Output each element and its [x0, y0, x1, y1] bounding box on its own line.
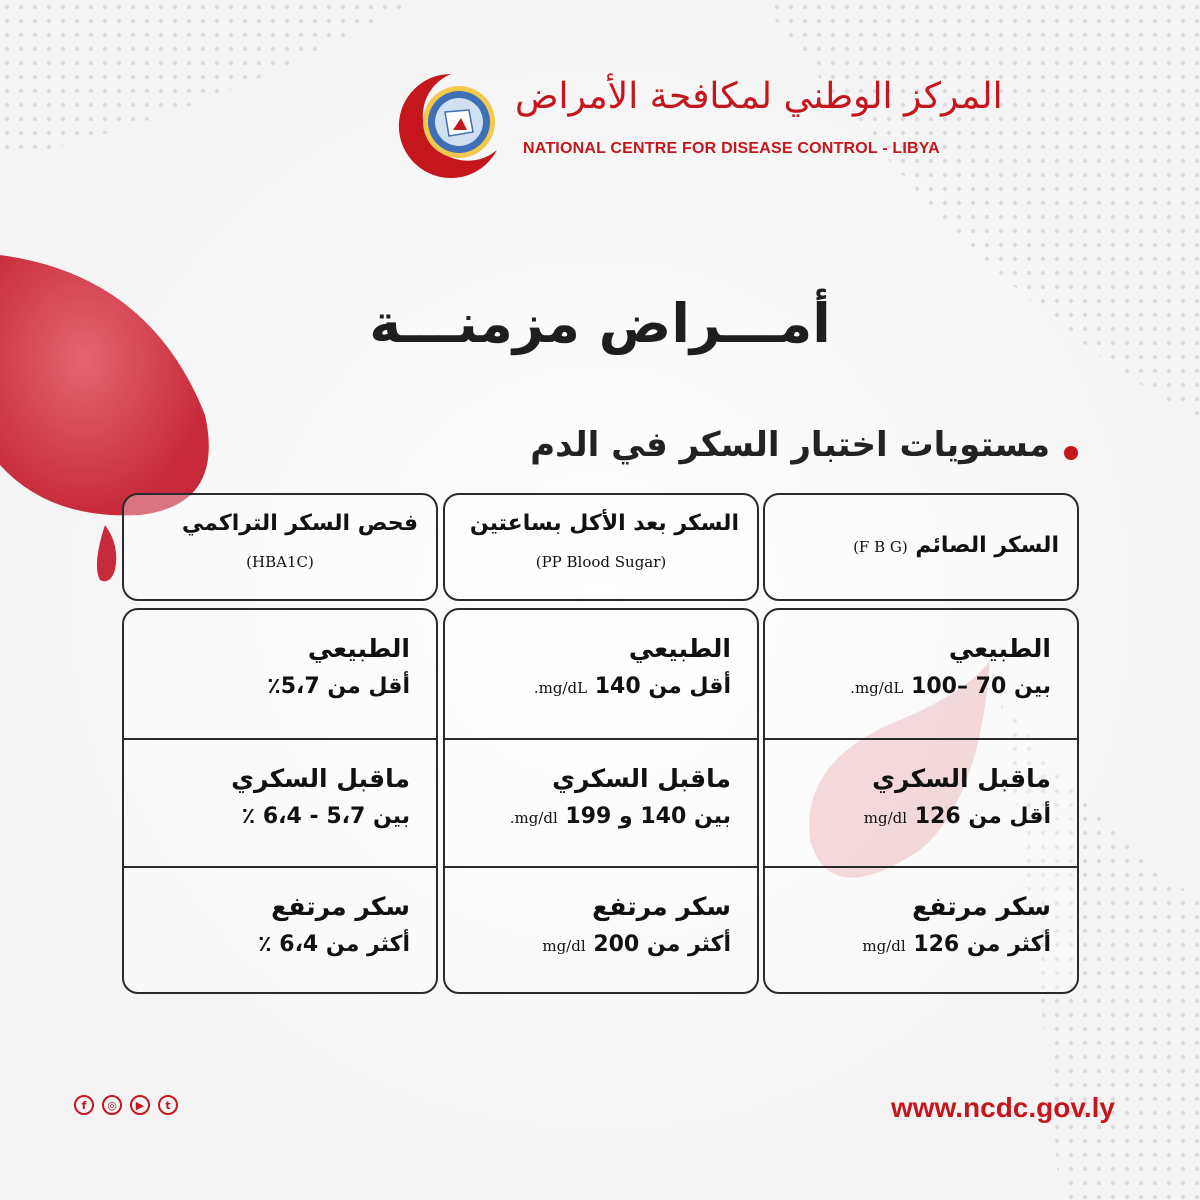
table-row: [124, 866, 436, 996]
level-value: أكثر من 6،4 ٪: [258, 932, 410, 957]
level-label: الطبيعي: [628, 634, 731, 663]
level-value: أقل من 140 mg/dL.: [533, 674, 731, 699]
level-value: بين 140 و 199 mg/dl.: [509, 804, 731, 829]
level-label: سكر مرتفع: [592, 892, 731, 921]
page-title: أمـــراض مزمنـــة: [369, 292, 831, 355]
table-row: [124, 610, 436, 738]
ncdc-logo: [395, 70, 1003, 180]
level-value: أكثر من 126 mg/dl: [862, 932, 1051, 957]
level-label: ماقبل السكري: [231, 764, 410, 793]
level-label: الطبيعي: [948, 634, 1051, 663]
section-subtitle: مستويات اختبار السكر في الدم: [530, 425, 1050, 465]
column-fasting: [763, 608, 1079, 994]
ncdc-emblem-icon: [395, 70, 507, 182]
header-title: فحص السكر التراكمي: [181, 511, 418, 536]
column-hba1c: [122, 608, 438, 994]
bullet-dot: [1064, 446, 1078, 460]
twitter-icon[interactable]: t: [158, 1095, 178, 1115]
table-row: [765, 738, 1077, 868]
logo-english-name: NATIONAL CENTRE FOR DISEASE CONTROL - LIBYA: [523, 140, 940, 157]
level-label: سكر مرتفع: [912, 892, 1051, 921]
table-row: [445, 738, 757, 868]
table-row: [445, 610, 757, 738]
level-label: الطبيعي: [307, 634, 410, 663]
social-links: [74, 1095, 178, 1115]
header-subtitle: (PP Blood Sugar): [535, 553, 667, 571]
youtube-icon[interactable]: ▶: [130, 1095, 150, 1115]
table-row: [124, 738, 436, 868]
header-title: السكر الصائم: [915, 533, 1059, 558]
level-value: بين 5،7 - 6،4 ٪: [241, 804, 410, 829]
level-value: أقل من 126 mg/dl: [863, 804, 1051, 829]
header-postprandial: [443, 493, 759, 601]
level-value: بين 70 –100 mg/dL.: [850, 674, 1051, 699]
level-label: سكر مرتفع: [271, 892, 410, 921]
table-row: [765, 866, 1077, 996]
facebook-icon[interactable]: f: [74, 1095, 94, 1115]
level-label: ماقبل السكري: [552, 764, 731, 793]
level-value: أكثر من 200 mg/dl: [542, 932, 731, 957]
instagram-icon[interactable]: ◎: [102, 1095, 122, 1115]
level-label: ماقبل السكري: [872, 764, 1051, 793]
column-postprandial: [443, 608, 759, 994]
header-subtitle: (HBA1C): [246, 553, 314, 571]
website-link[interactable]: www.ncdc.gov.ly: [890, 1092, 1115, 1123]
header-hba1c: [122, 493, 438, 601]
table-row: [765, 610, 1077, 738]
header-fasting: [763, 493, 1079, 601]
header-title: السكر بعد الأكل بساعتين: [469, 511, 739, 536]
level-value: أقل من 5،7٪: [267, 674, 410, 699]
header-subtitle: (F B G): [853, 538, 908, 556]
logo-arabic-name: المركز الوطني لمكافحة الأمراض: [515, 76, 1003, 117]
table-row: [445, 866, 757, 996]
